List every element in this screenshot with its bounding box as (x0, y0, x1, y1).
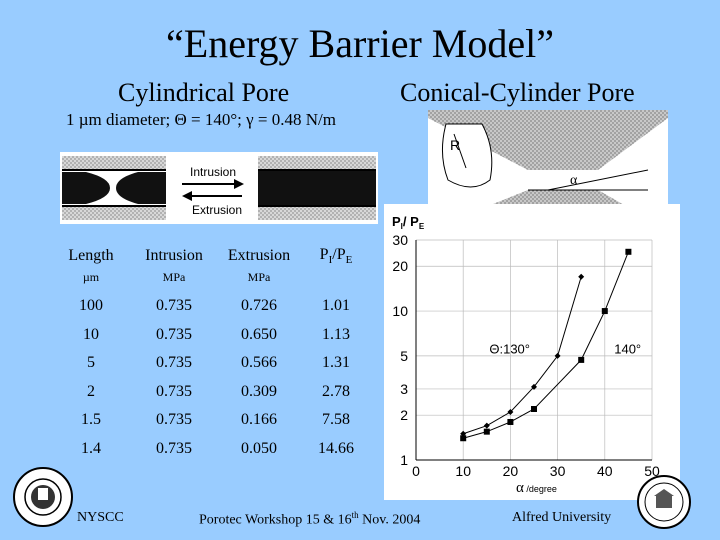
chart-y-tick-label: 5 (400, 347, 408, 364)
pressure-table (50, 242, 370, 463)
chart-point-square (484, 429, 490, 435)
table-cell: 0.566 (241, 354, 277, 372)
chart-series-label: 140° (614, 341, 642, 357)
intrusion-label: Intrusion (190, 165, 237, 179)
chart-series-label: Θ:130° (489, 341, 530, 357)
chart-point-square (531, 406, 537, 412)
table-cell: 0.735 (156, 439, 192, 457)
table-cell: 1.5 (81, 411, 101, 429)
table-row (50, 292, 370, 321)
chart-point-square (460, 435, 466, 441)
chart-point-square (578, 357, 584, 363)
table-cell: 100 (79, 297, 103, 315)
table-row (50, 321, 370, 350)
chart-y-tick-label: 3 (400, 380, 408, 397)
chart-x-tick-label: 20 (502, 463, 519, 479)
footer-nyscc: NYSCC (77, 510, 124, 525)
parameters-text: 1 µm diameter; Θ = 140°; γ = 0.48 N/m (66, 110, 336, 129)
table-row (50, 378, 370, 407)
header-length: Length (68, 247, 114, 264)
table-cell: 1.31 (322, 354, 350, 372)
chart-x-tick-label: 30 (549, 463, 566, 479)
chart-y-tick-label: 30 (392, 232, 408, 248)
chart-x-tick-label: 40 (597, 463, 613, 479)
table-cell: 0.050 (241, 439, 277, 457)
table-cell: 0.735 (156, 411, 192, 429)
table-cell: 10 (83, 325, 99, 343)
chart-point-square (625, 249, 631, 255)
chart-y-tick-label: 2 (400, 407, 408, 424)
alfred-university-seal-logo (636, 474, 692, 530)
chart-x-label: α /degree (516, 480, 557, 496)
table-cell: 0.735 (156, 297, 192, 315)
table-cell: 5 (87, 354, 95, 372)
table-cell: 0.309 (241, 382, 277, 400)
subtitle-conical: Conical-Cylinder Pore (400, 78, 635, 107)
table-cell: 0.166 (241, 411, 277, 429)
pressure-ratio-chart (384, 204, 680, 500)
table-cell: 1.13 (322, 325, 350, 343)
footer-workshop: Porotec Workshop 15 & 16th Nov. 2004 (199, 510, 421, 528)
unit-extrusion: MPa (247, 270, 271, 284)
table-cell: 0.735 (156, 325, 192, 343)
table-header-row (50, 242, 370, 270)
table-row (50, 435, 370, 464)
nyscc-seal-logo (12, 466, 74, 528)
cone-r-label: R (450, 137, 461, 153)
table-cell: 0.726 (241, 297, 277, 315)
unit-ratio (302, 270, 370, 292)
chart-y-tick-label: 1 (400, 452, 408, 468)
table-cell: 14.66 (318, 439, 354, 457)
table-cell: 7.58 (322, 411, 350, 429)
unit-intrusion: MPa (162, 270, 186, 284)
slide-title: “Energy Barrier Model” (166, 21, 554, 66)
chart-x-tick-label: 10 (455, 463, 471, 479)
table-cell: 0.735 (156, 382, 192, 400)
table-cell: 2.78 (322, 382, 350, 400)
table-cell: 1.4 (81, 439, 101, 457)
chart-y-tick-label: 10 (392, 303, 408, 320)
header-extrusion: Extrusion (227, 247, 291, 264)
table-cell: 1.01 (322, 297, 350, 315)
chart-point-square (602, 308, 608, 314)
cone-alpha-label: α (570, 173, 578, 188)
table-row (50, 406, 370, 435)
header-intrusion: Intrusion (145, 247, 203, 264)
cylindrical-pore-diagram (60, 152, 378, 224)
subtitle-cylindrical: Cylindrical Pore (118, 78, 290, 107)
table-cell: 0.650 (241, 325, 277, 343)
table-row (50, 349, 370, 378)
table-cell: 2 (87, 382, 95, 400)
table-cell: 0.735 (156, 354, 192, 372)
chart-y-tick-label: 20 (392, 258, 408, 275)
chart-x-tick-label: 50 (644, 463, 660, 479)
header-ratio: $P_I/P_E$ (319, 245, 353, 267)
chart-point-square (507, 419, 513, 425)
chart-x-tick-label: 0 (412, 463, 420, 479)
extrusion-label: Extrusion (192, 203, 243, 217)
chart-y-label: $P_I/$ $P_E$ (392, 214, 425, 231)
unit-length: µm (82, 270, 100, 284)
table-units-row (50, 270, 370, 292)
footer-university: Alfred University (512, 510, 612, 525)
